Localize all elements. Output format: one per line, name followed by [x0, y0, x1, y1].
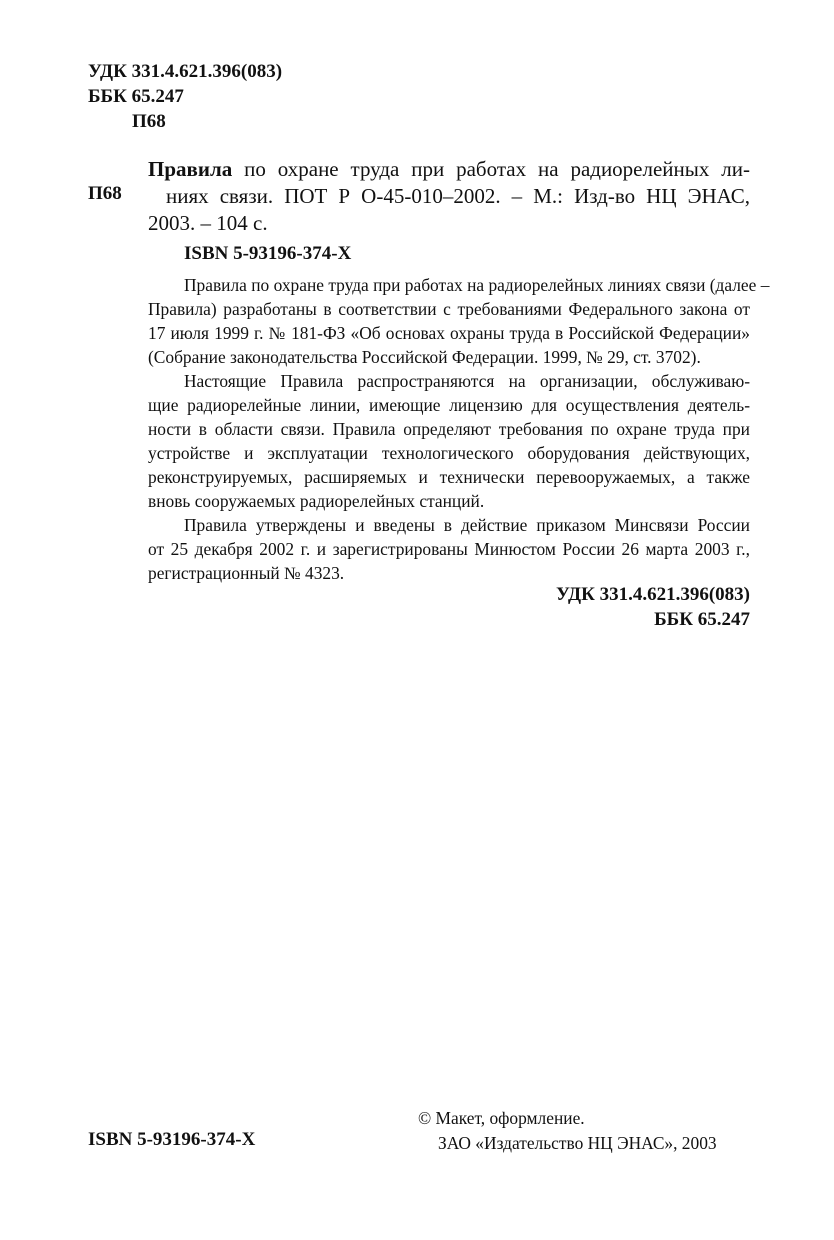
udk-code: УДК 331.4.621.396(083) [88, 61, 283, 82]
citation-line-3: 2003. – 104 с. [148, 211, 268, 235]
copyright-line-1: © Макет, оформление. [418, 1108, 585, 1128]
isbn-main: ISBN 5-93196-374-X [184, 243, 352, 264]
footer-codes [556, 582, 750, 632]
copyright-line-2: ЗАО «Издательство НЦ ЭНАС», 2003 [438, 1133, 717, 1153]
annotation-paragraph-2: Настоящие Правила распространяются на организации, обслуживаю- щие радиорелейные линии, имеющие лицензию для осуществления деятель- ности в области связи. Правила определяют требования по охране труда при устройстве и эксплуатации технологического оборудования действующих, реконструируемых, расширяемых и технически перевооружаемых, а также вновь сооружаемых радиорелейных станций. [148, 371, 750, 511]
bbk-code: ББК 65.247 [88, 86, 184, 107]
udk-code-right: УДК 331.4.621.396(083) [555, 584, 750, 605]
author-mark: П68 [132, 111, 166, 132]
side-author-mark: П68 [88, 183, 122, 204]
citation-line-1: Правила по охране труда при работах на радиорелейных ли- [148, 157, 750, 181]
citation-line-2: ниях связи. ПОТ Р О-45-010–2002. – М.: Изд-во НЦ ЭНАС, [166, 184, 750, 208]
citation-title: Правила [148, 157, 233, 181]
isbn-bottom: ISBN 5-93196-374-X [88, 1129, 256, 1150]
annotation [148, 273, 770, 585]
annotation-paragraph-3: Правила утверждены и введены в действие приказом Минсвязи России от 25 декабря 2002 г. и зарегистрированы Минюстом России 26 марта 2003 г., регистрационный № 4323. [148, 515, 750, 583]
citation [148, 156, 750, 237]
bbk-code-right: ББК 65.247 [654, 609, 750, 630]
annotation-paragraph-1: Правила по охране труда при работах на радиорелейных линиях связи (далее – Правила) разработаны в соответствии с требованиями Федерального закона от 17 июля 1999 г. № 181-ФЗ «Об основах охраны труда в Российской Федерации» (Собрание законодательства Российской Федерации. 1999, № 29, ст. 3702). [148, 275, 770, 367]
header-codes [88, 59, 282, 134]
copyright [418, 1106, 717, 1156]
